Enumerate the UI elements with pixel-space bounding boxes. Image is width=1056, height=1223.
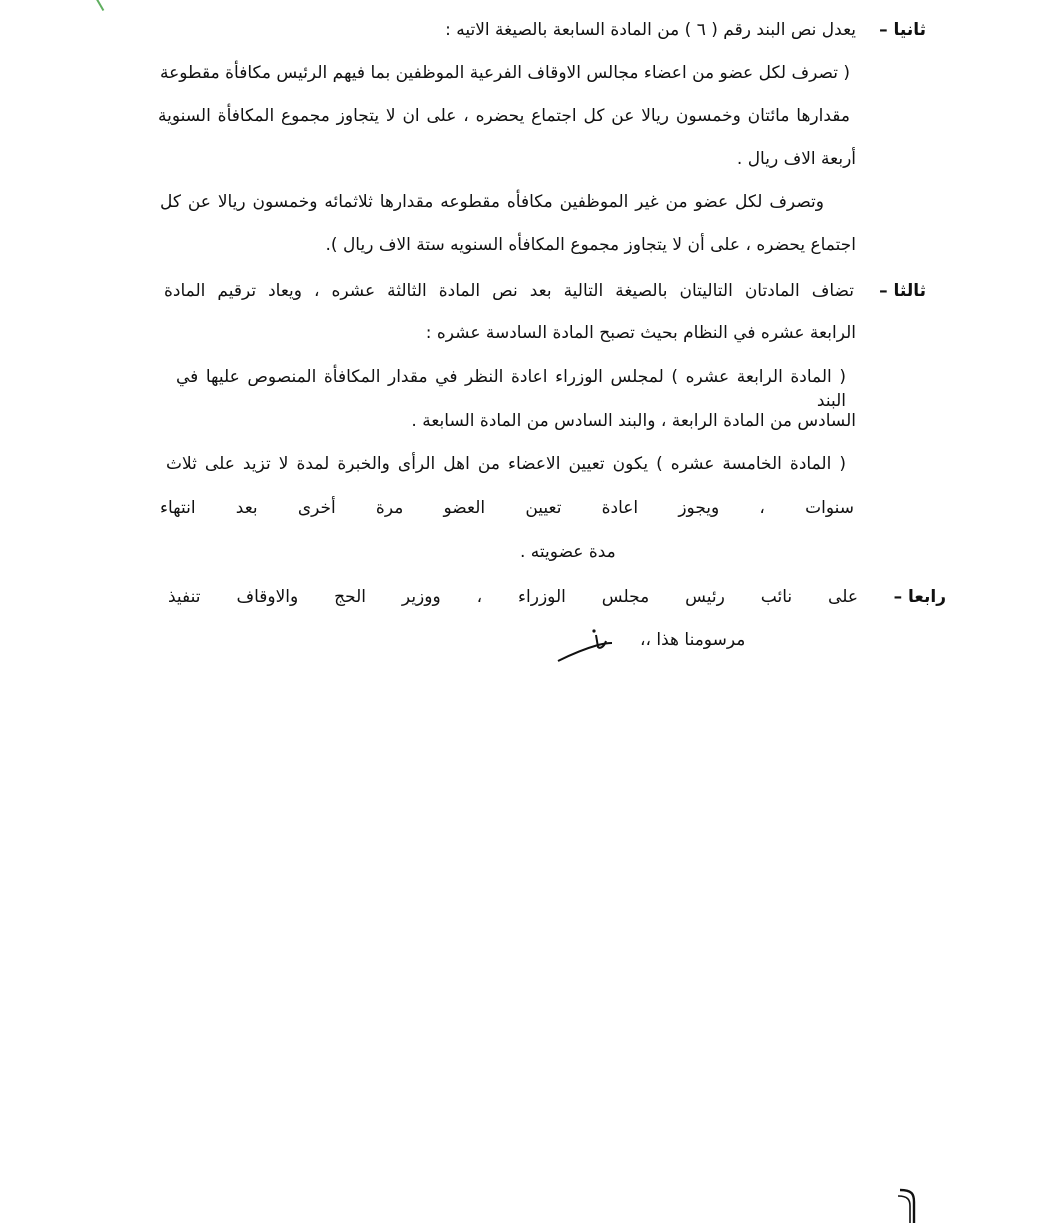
page-edge-mark xyxy=(896,1188,920,1223)
text-line-9: ( المادة الرابعة عشره ) لمجلس الوزراء اعادة النظر في مقدار المكافأة المنصوص عليها في البند xyxy=(176,367,846,411)
text-line-5: وتصرف لكل عضو من غير الموظفين مكافأه مقطوعه مقدارها ثلاثمائه وخمسون ريالا عن كل xyxy=(160,192,824,212)
text-line-1: يعدل نص البند رقم ( ٦ ) من المادة السابعة بالصيغة الاتيه : xyxy=(445,20,856,40)
section-label-third: ثالثا – xyxy=(879,281,926,301)
text-line-10: السادس من المادة الرابعة ، والبند السادس من المادة السابعة . xyxy=(411,411,856,431)
text-line-6: اجتماع يحضره ، على أن لا يتجاوز مجموع المكافأه السنويه ستة الاف ريال ). xyxy=(325,235,856,255)
signature-flourish xyxy=(556,627,616,667)
text-line-2: ( تصرف لكل عضو من اعضاء مجالس الاوقاف الفرعية الموظفين بما فيهم الرئيس مكافأة مقطوعة xyxy=(160,63,850,83)
text-line-12: سنوات ، ويجوز اعادة تعيين العضو مرة أخرى بعد انتهاء xyxy=(160,498,854,518)
section-label-fourth: رابعا – xyxy=(893,587,946,607)
text-line-11: ( المادة الخامسة عشره ) يكون تعيين الاعضاء من اهل الرأى والخبرة لمدة لا تزيد على ثلاث xyxy=(166,454,846,474)
text-line-13: مدة عضويته . xyxy=(520,542,616,562)
text-line-15: مرسومنا هذا ،، xyxy=(640,630,746,650)
text-line-8: الرابعة عشره في النظام بحيث تصبح المادة السادسة عشره : xyxy=(425,323,856,343)
section-label-second: ثانيا – xyxy=(879,20,926,40)
text-line-14: على نائب رئيس مجلس الوزراء ، ووزير الحج والاوقاف تنفيذ xyxy=(168,587,858,607)
text-line-4: أربعة الاف ريال . xyxy=(736,149,856,169)
text-line-7: تضاف المادتان التاليتان بالصيغة التالية بعد نص المادة الثالثة عشره ، ويعاد ترقيم المادة xyxy=(164,281,854,301)
corner-mark xyxy=(96,0,117,11)
text-line-3: مقدارها مائتان وخمسون ريالا عن كل اجتماع يحضره ، على ان لا يتجاوز مجموع المكافأة السنوية xyxy=(158,106,850,126)
